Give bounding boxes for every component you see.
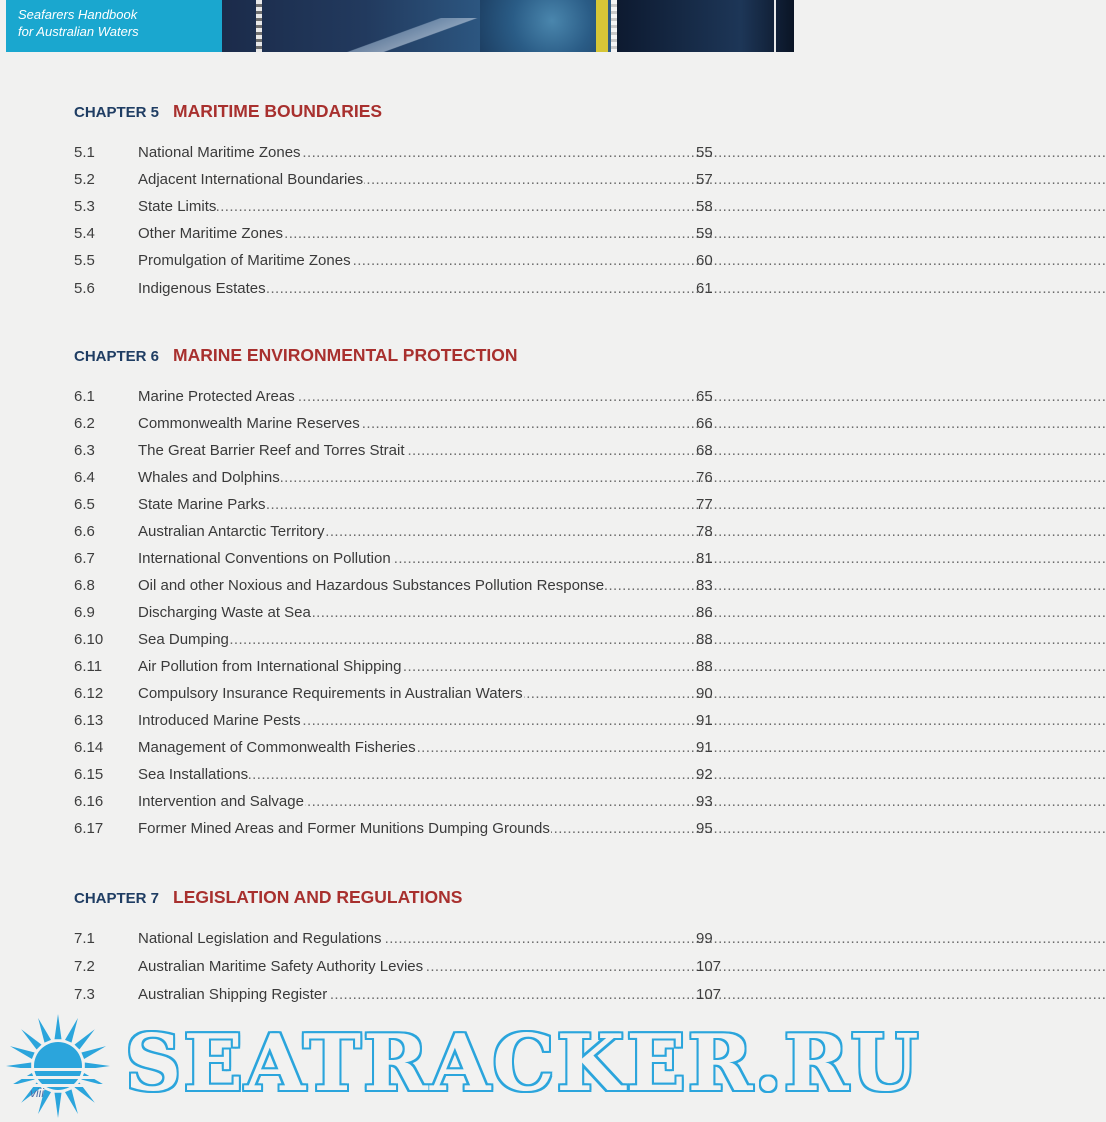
page-reference: 59: [696, 225, 713, 242]
book-title: [18, 6, 218, 40]
page-reference: 92: [696, 766, 713, 783]
toc-row[interactable]: [0, 986, 794, 1010]
sun-ray: [55, 1093, 62, 1118]
page-reference: 91: [696, 712, 713, 729]
page-reference: 78: [696, 523, 713, 540]
header-title-panel: [6, 0, 222, 52]
page-number: viii: [30, 1086, 44, 1100]
sun-ray: [81, 1073, 106, 1086]
book-title-line-2: for Australian Waters: [18, 24, 139, 39]
toc-row[interactable]: [0, 469, 794, 493]
section-number: 6.11: [74, 658, 103, 675]
section-number: 7.1: [74, 930, 95, 947]
section-number: 6.16: [74, 793, 104, 810]
section-title: Australian Maritime Safety Authority Levies .....: [138, 958, 686, 975]
sun-ray: [65, 1018, 78, 1043]
page-reference: 55: [696, 144, 713, 161]
section-number: 6.6: [74, 523, 95, 540]
sun-ray: [38, 1018, 51, 1043]
page-reference: 90: [696, 685, 713, 702]
toc-row[interactable]: [0, 171, 794, 195]
toc-row[interactable]: [0, 766, 794, 790]
chapter-title: LEGISLATION AND REGULATIONS: [173, 887, 463, 907]
chapter-heading: [74, 887, 462, 908]
header-banner: [0, 0, 794, 52]
section-title: Indigenous Estates .....: [138, 280, 686, 297]
toc-row[interactable]: [0, 793, 794, 817]
section-number: 6.4: [74, 469, 95, 486]
toc-row[interactable]: [0, 658, 794, 682]
section-number: 7.3: [74, 986, 95, 1003]
section-number: 6.9: [74, 604, 95, 621]
page-reference: 60: [696, 252, 713, 269]
page-reference: 93: [696, 793, 713, 810]
stamp-edge-left: [256, 0, 262, 52]
section-number: 6.7: [74, 550, 95, 567]
toc-row[interactable]: [0, 144, 794, 168]
toc-row[interactable]: [0, 388, 794, 412]
photo-divider: [774, 0, 776, 52]
toc-row[interactable]: [0, 280, 794, 304]
section-number: 5.3: [74, 198, 95, 215]
page-reference: 83: [696, 577, 713, 594]
section-title: Intervention and Salvage .....: [138, 793, 686, 810]
section-title: Sea Installations .....: [138, 766, 686, 783]
stamp-edge-right: [611, 0, 617, 52]
sun-ray: [75, 1029, 95, 1049]
page-reference: 81: [696, 550, 713, 567]
toc-row[interactable]: [0, 631, 794, 655]
section-title: Former Mined Areas and Former Munitions Dumping Grounds .....: [138, 820, 686, 837]
sun-logo-icon: [0, 1010, 122, 1122]
page-reference: 58: [696, 198, 713, 215]
section-title: Management of Commonwealth Fisheries .....: [138, 739, 686, 756]
section-number: 6.3: [74, 442, 95, 459]
toc-row[interactable]: [0, 523, 794, 547]
sun-ray: [81, 1046, 106, 1059]
section-title: Whales and Dolphins .....: [138, 469, 686, 486]
ship-photo: [330, 18, 480, 52]
page-reference: 65: [696, 388, 713, 405]
toc-row[interactable]: [0, 958, 794, 982]
page-reference: 95: [696, 820, 713, 837]
chapter-heading: [74, 101, 382, 122]
toc-row[interactable]: [0, 550, 794, 574]
section-number: 7.2: [74, 958, 95, 975]
chapter-title: MARINE ENVIRONMENTAL PROTECTION: [173, 345, 518, 365]
page-reference: 88: [696, 631, 713, 648]
chart-photo: [480, 0, 600, 52]
page-reference: 77: [696, 496, 713, 513]
section-number: 6.13: [74, 712, 104, 729]
section-number: 6.2: [74, 415, 95, 432]
section-title: Promulgation of Maritime Zones .....: [138, 252, 686, 269]
sun-ray: [10, 1046, 35, 1059]
page-reference: 57: [696, 171, 713, 188]
chapter-label: CHAPTER 5: [74, 104, 160, 121]
toc-row[interactable]: [0, 198, 794, 222]
toc-row[interactable]: [0, 577, 794, 601]
page-reference: 91: [696, 739, 713, 756]
section-title: Compulsory Insurance Requirements in Australian Waters .....: [138, 685, 686, 702]
toc-row[interactable]: [0, 225, 794, 249]
section-title: National Maritime Zones .....: [138, 144, 686, 161]
section-title: Commonwealth Marine Reserves .....: [138, 415, 686, 432]
section-title: State Marine Parks .....: [138, 496, 686, 513]
section-number: 6.14: [74, 739, 104, 756]
toc-row[interactable]: [0, 442, 794, 466]
page-reference: 66: [696, 415, 713, 432]
section-title: Australian Shipping Register .....: [138, 986, 686, 1003]
toc-row[interactable]: [0, 685, 794, 709]
section-number: 5.2: [74, 171, 95, 188]
sun-ray: [21, 1029, 41, 1049]
section-number: 5.1: [74, 144, 95, 161]
section-title: Air Pollution from International Shipping .....: [138, 658, 686, 675]
section-title: International Conventions on Pollution .....: [138, 550, 686, 567]
toc-row[interactable]: [0, 252, 794, 276]
section-title: Introduced Marine Pests .....: [138, 712, 686, 729]
sun-ray: [10, 1073, 35, 1086]
section-title: The Great Barrier Reef and Torres Strait .....: [138, 442, 686, 459]
section-number: 5.6: [74, 280, 95, 297]
watermark-text: SEATRACKER.RU: [125, 1018, 921, 1109]
section-number: 6.15: [74, 766, 104, 783]
page-reference: 88: [696, 658, 713, 675]
section-title: Other Maritime Zones .....: [138, 225, 686, 242]
section-number: 6.1: [74, 388, 95, 405]
section-number: 6.10: [74, 631, 104, 648]
page-reference: 99: [696, 930, 713, 947]
page-reference: 61: [696, 280, 713, 297]
section-title: State Limits .....: [138, 198, 686, 215]
book-title-line-1: Seafarers Handbook: [18, 7, 138, 22]
toc-row[interactable]: [0, 820, 794, 844]
page-reference: 107: [696, 986, 722, 1003]
page-reference: 86: [696, 604, 713, 621]
yellow-stripe: [596, 0, 608, 52]
section-number: 6.5: [74, 496, 95, 513]
chapter-heading: [74, 345, 518, 366]
section-title: Marine Protected Areas .....: [138, 388, 686, 405]
night-photo: [617, 0, 794, 52]
section-title: Oil and other Noxious and Hazardous Substances Pollution Response .....: [138, 577, 686, 594]
section-number: 6.17: [74, 820, 104, 837]
page-reference: 76: [696, 469, 713, 486]
section-number: 6.12: [74, 685, 104, 702]
section-title: Australian Antarctic Territory .....: [138, 523, 686, 540]
sun-ray: [65, 1089, 78, 1114]
toc-row[interactable]: [0, 415, 794, 439]
toc-row[interactable]: [0, 604, 794, 628]
toc-row[interactable]: [0, 712, 794, 736]
toc-row[interactable]: [0, 496, 794, 520]
section-number: 5.4: [74, 225, 95, 242]
section-title: Sea Dumping .....: [138, 631, 686, 648]
page-reference: 107: [696, 958, 722, 975]
page-reference: 68: [696, 442, 713, 459]
section-title: Adjacent International Boundaries .....: [138, 171, 686, 188]
section-title: National Legislation and Regulations .....: [138, 930, 686, 947]
chapter-label: CHAPTER 6: [74, 348, 160, 365]
sun-ray: [55, 1014, 62, 1039]
section-title: Discharging Waste at Sea .....: [138, 604, 686, 621]
chapter-label: CHAPTER 7: [74, 890, 160, 907]
chapter-title: MARITIME BOUNDARIES: [173, 101, 383, 121]
section-number: 5.5: [74, 252, 95, 269]
section-number: 6.8: [74, 577, 95, 594]
toc-row[interactable]: [0, 739, 794, 763]
toc-row[interactable]: [0, 930, 794, 954]
